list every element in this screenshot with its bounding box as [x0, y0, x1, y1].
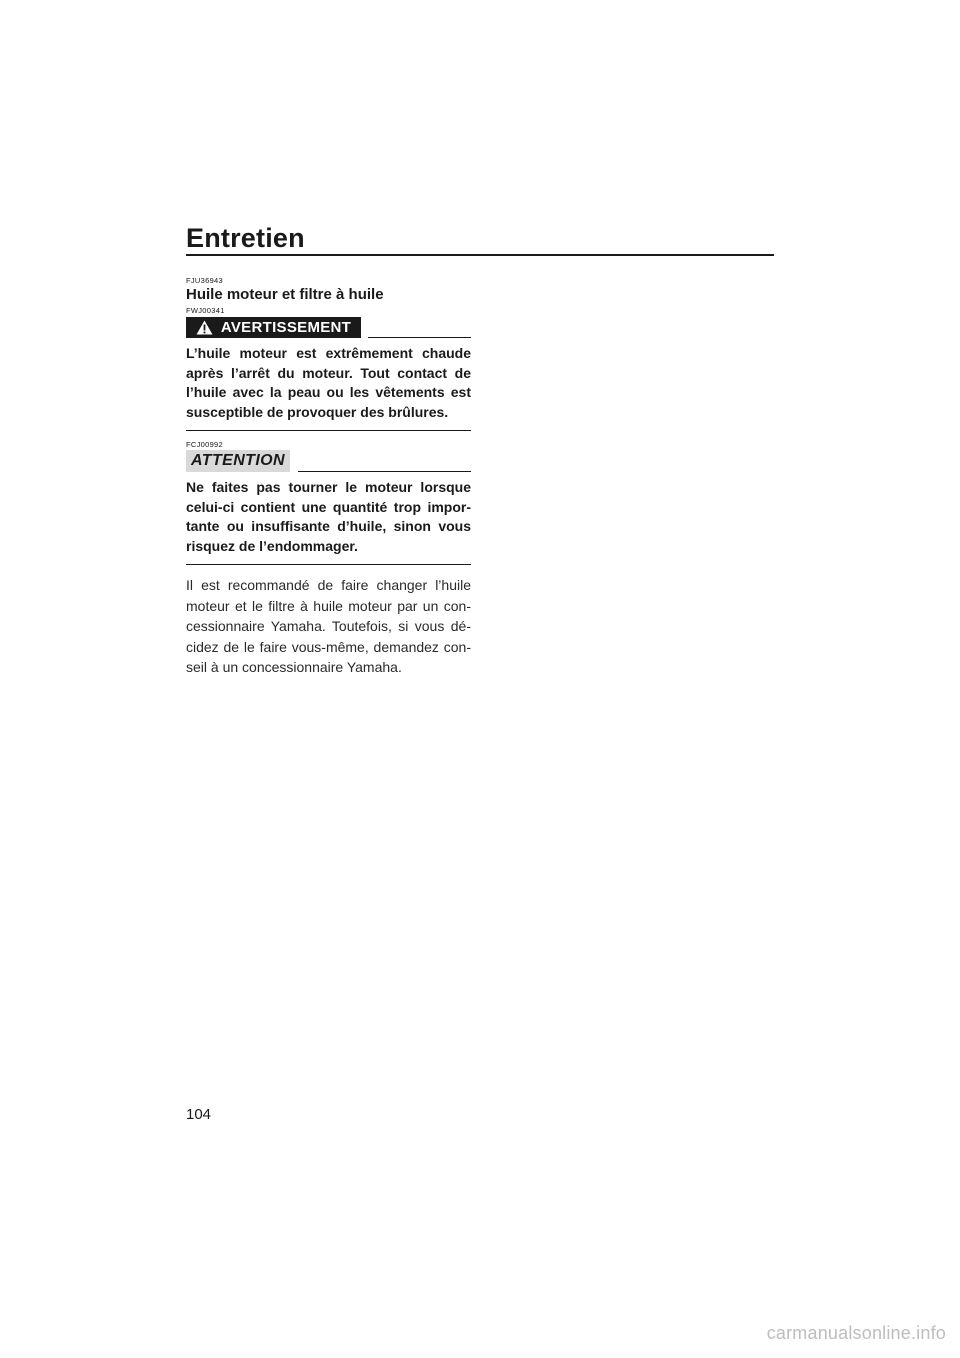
section-code: FJU36943 [186, 276, 224, 285]
attention-badge [186, 450, 290, 472]
warning-badge [186, 317, 361, 338]
body-paragraph: Il est recommandé de faire changer l’huile moteur et le filtre à huile moteur par un con-cessionnaire Yamaha. Toutefois, si vous dé-cidez de le faire vous-même, demandez con-seil à un concessionnaire Yamaha. [186, 577, 471, 675]
content-column [186, 276, 471, 678]
attention-code: FCJ00992 [186, 440, 224, 449]
page-header [186, 222, 774, 256]
page-number: 104 [186, 1106, 212, 1123]
warning-triangle-icon [196, 320, 213, 335]
attention-text: Ne faites pas tourner le moteur lorsque celui-ci contient une quantité trop impor-tante ou insuffisante d’huile, sinon vous risquez de l’endommager. [186, 478, 471, 565]
warning-code: FWJ00341 [186, 306, 225, 315]
warning-label: AVERTISSEMENT [220, 319, 352, 336]
watermark: carmanualsonline.info [766, 1323, 946, 1343]
attention-label: ATTENTION [191, 452, 285, 469]
page-title: Entretien [186, 223, 305, 253]
warning-header-rule [368, 337, 471, 338]
warning-header [186, 315, 471, 340]
attention-header [186, 449, 471, 474]
attention-header-rule [298, 471, 471, 472]
warning-text: L’huile moteur est extrêmement chaude après l’arrêt du moteur. Tout contact de l’huile avec la peau ou les vêtements est susceptible de provoquer des brûlures. [186, 344, 471, 431]
section-title: Huile moteur et filtre à huile [186, 286, 384, 303]
